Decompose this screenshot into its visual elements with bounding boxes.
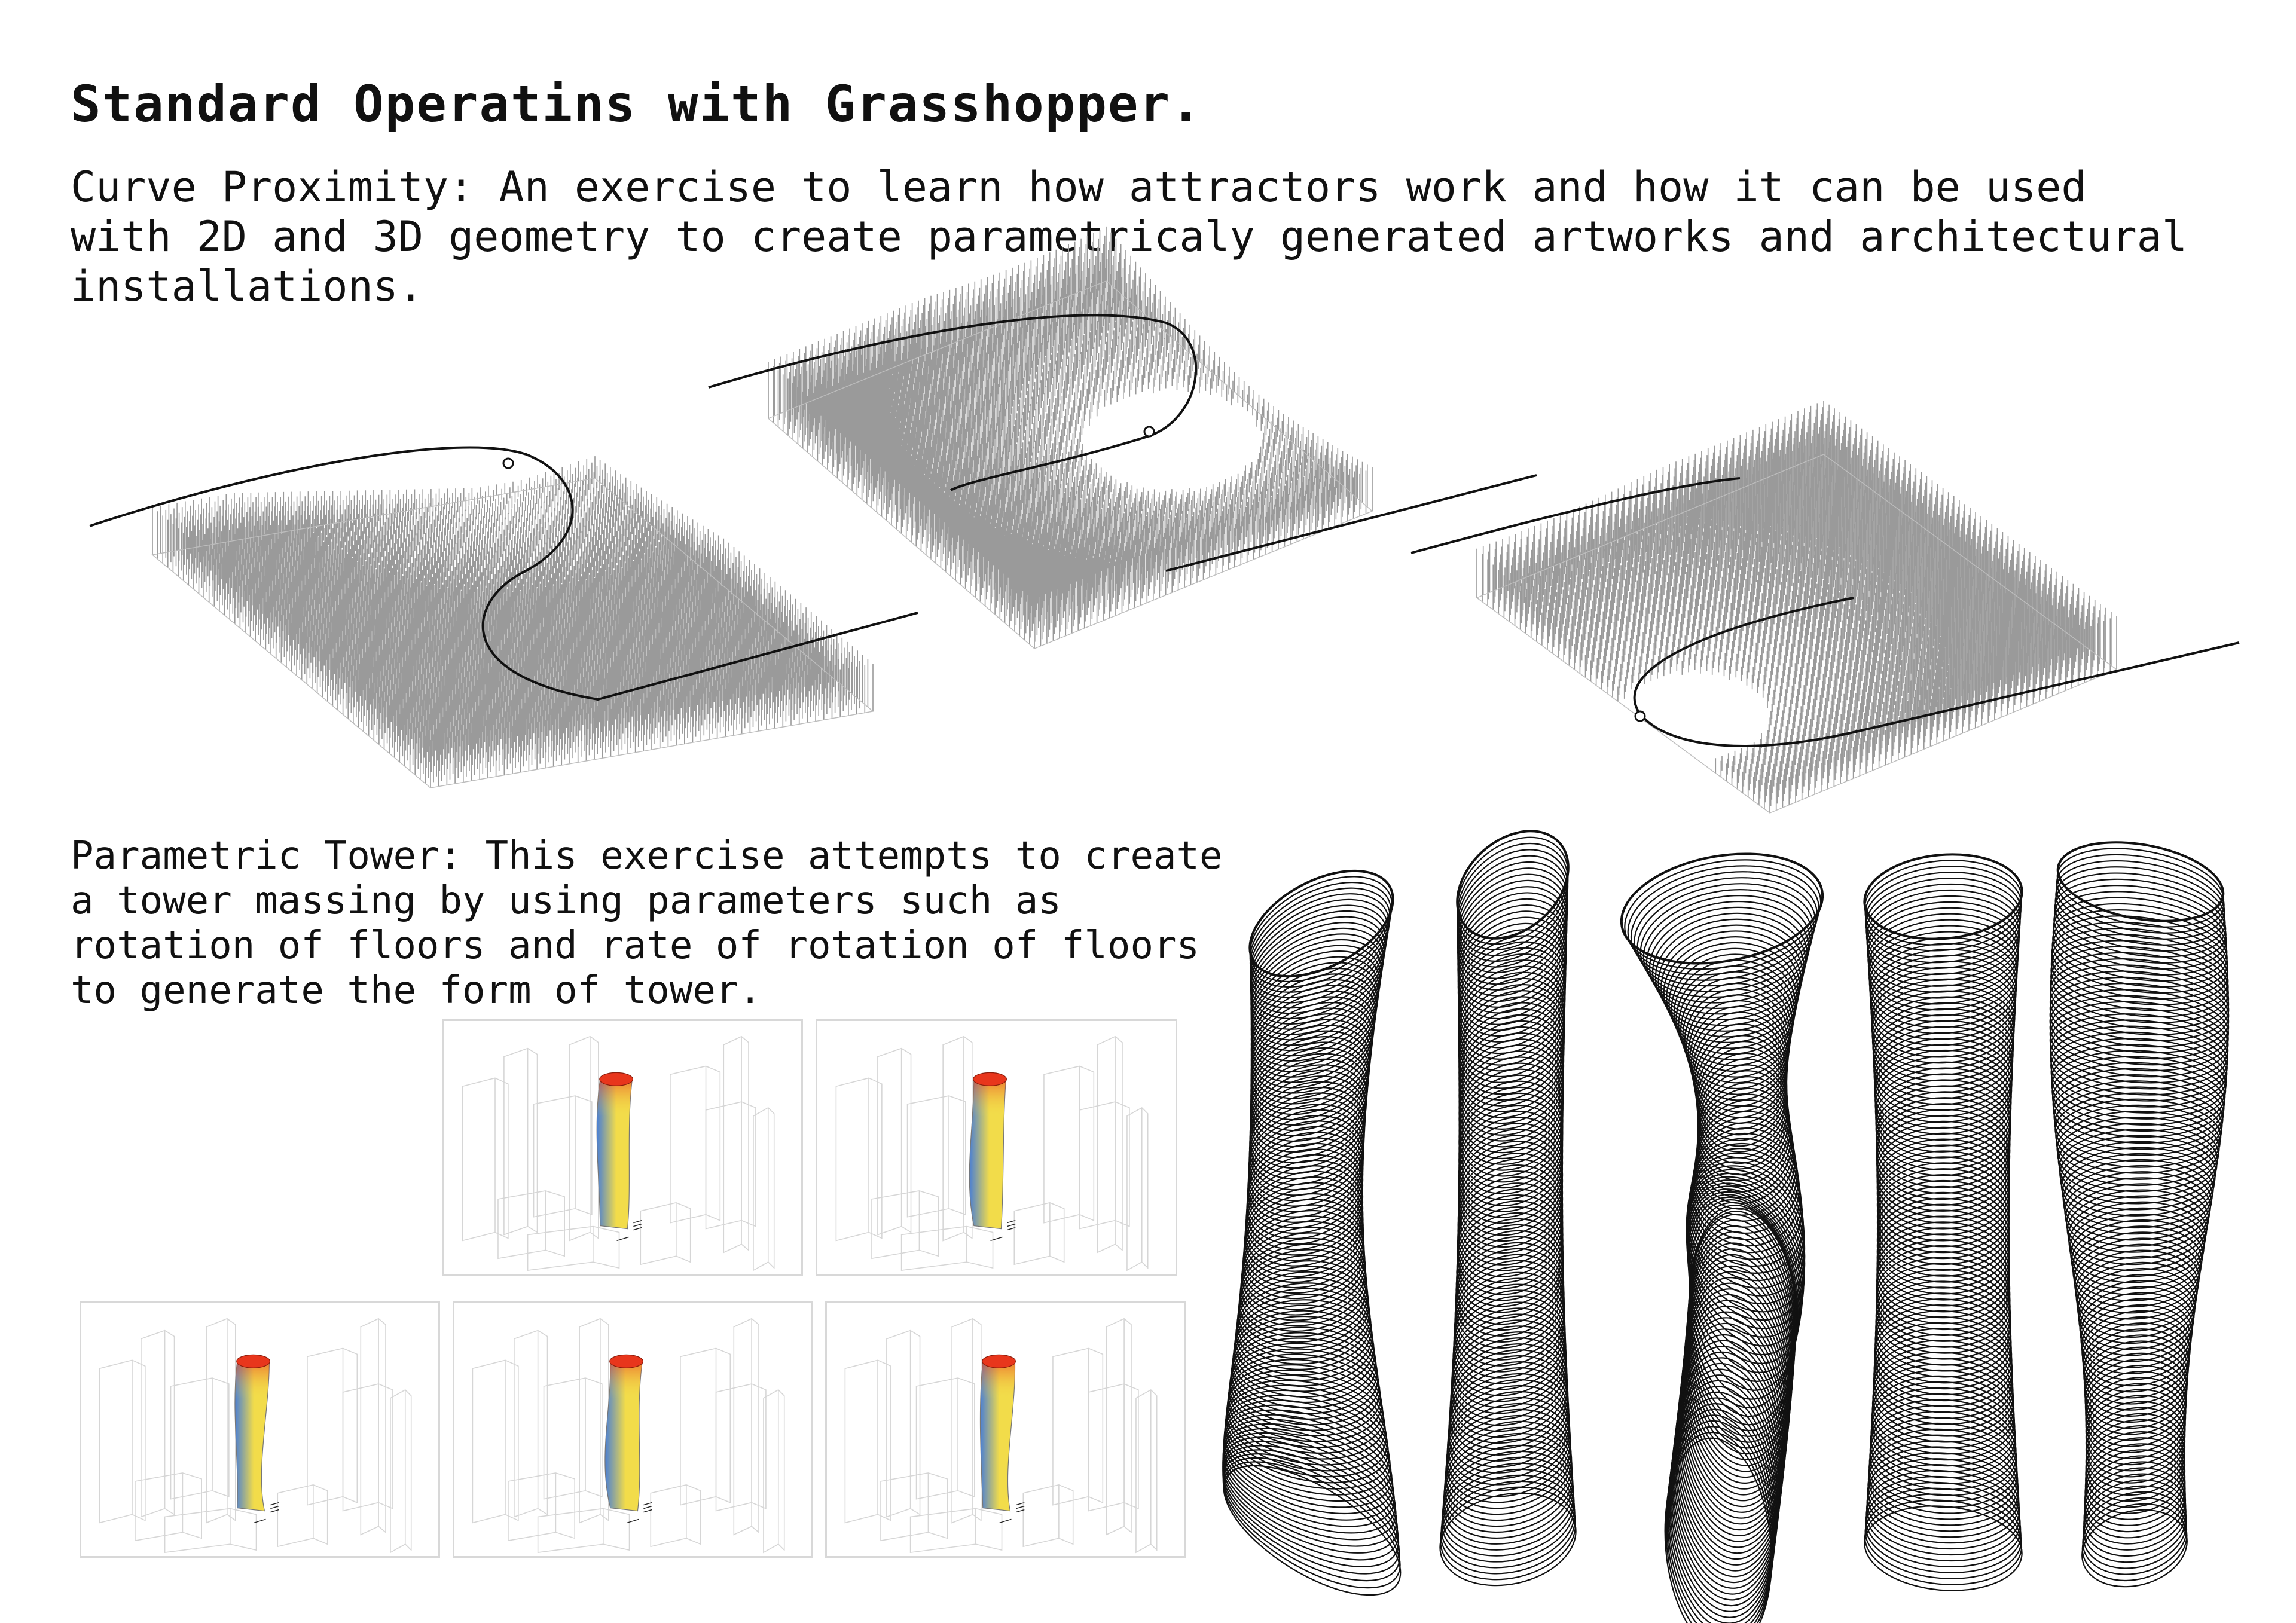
tower-analysis-render-4	[454, 1303, 811, 1556]
tower-analysis-render-5	[827, 1303, 1184, 1556]
tower-analysis-panel-4	[453, 1301, 813, 1558]
tower-analysis-panel-3	[80, 1301, 440, 1558]
floor-slab	[2055, 1092, 2222, 1168]
page-title: Standard Operatins with Grasshopper.	[71, 75, 1202, 133]
analysed-tower	[969, 1072, 1015, 1240]
floor-slab	[2053, 1080, 2223, 1157]
tower-analysis-render-2	[817, 1021, 1176, 1274]
tower-massing-5	[2047, 831, 2232, 1598]
floor-slab	[2054, 1086, 2222, 1162]
tower-massing-3	[1613, 839, 1831, 1623]
floor-slab	[2056, 1098, 2221, 1173]
tower-massing-4	[1861, 848, 2025, 1597]
tower-top	[973, 1072, 1007, 1086]
tower-massing-1	[1204, 849, 1421, 1620]
parametric-tower-description: Parametric Tower: This exercise attempts to create a tower massing by using parameters such as rotation of floors and rate of rotation of floors to generate the form of tower.	[71, 834, 1223, 1013]
tower-top	[237, 1355, 270, 1368]
tower-top	[982, 1355, 1016, 1368]
tower-top	[610, 1355, 643, 1368]
tower-analysis-panel-1	[442, 1019, 803, 1276]
analysed-tower	[980, 1355, 1024, 1523]
tower-analysis-render-1	[444, 1021, 801, 1274]
analysed-tower	[597, 1072, 642, 1240]
analysed-tower	[605, 1355, 652, 1523]
analysed-tower	[235, 1355, 279, 1523]
tower-analysis-panel-2	[816, 1019, 1177, 1276]
floor-slab	[2056, 1105, 2220, 1179]
curve-proximity-description: Curve Proximity: An exercise to learn how attractors work and how it can be used with 2D and 3D geometry to create parametricaly generated artworks and architectural installations.	[71, 163, 2188, 311]
tower-massing-2	[1431, 809, 1589, 1597]
tower-top	[600, 1072, 633, 1086]
tower-analysis-render-3	[81, 1303, 438, 1556]
tower-analysis-panel-5	[825, 1301, 1186, 1558]
